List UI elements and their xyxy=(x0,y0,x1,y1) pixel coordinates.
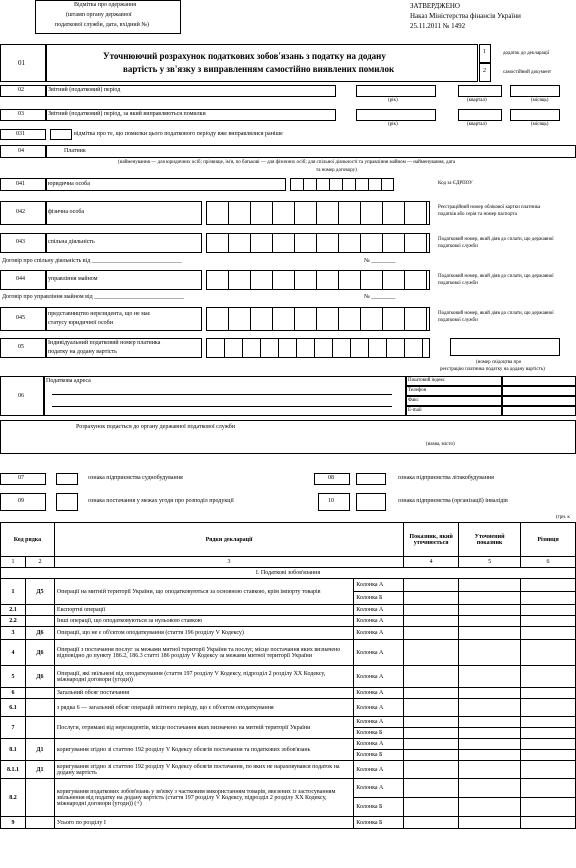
header-code: 01 xyxy=(18,59,25,67)
row-code: 5 xyxy=(1,666,26,688)
row-02-code: 02 xyxy=(18,87,24,93)
row-text: Експортні операції xyxy=(54,605,353,616)
row-07-label: ознака підприємства суднобудування xyxy=(88,475,183,481)
table-row xyxy=(1,579,576,592)
row-03-quarter-field[interactable] xyxy=(458,109,502,121)
row-sub-code: Д1 xyxy=(25,761,54,779)
value-corrected[interactable] xyxy=(459,739,521,750)
row-041-note: Код за ЄДРПОУ xyxy=(438,181,473,186)
row-code: 1 xyxy=(1,579,26,605)
row-03-month-caption: (місяць) xyxy=(531,122,549,127)
fax-label: Факс xyxy=(408,398,419,403)
row-code: 8.1 xyxy=(1,739,26,761)
section-row xyxy=(1,568,576,579)
row-column-label: Колонка А xyxy=(354,699,404,717)
row-042-code: 042 xyxy=(16,209,25,215)
address-line-1 xyxy=(52,394,392,395)
row-042-note-1: Реєстраційний номер облікової картки платника xyxy=(438,205,541,210)
row-code: 3 xyxy=(1,627,26,640)
value-corrected[interactable] xyxy=(459,605,521,616)
row-05-note-1: (номер свідоцтва про xyxy=(476,360,522,365)
header-corrected-column: Уточнений показник xyxy=(459,523,521,557)
col-number-2: 2 xyxy=(25,557,54,568)
tax-address-field[interactable] xyxy=(44,376,406,416)
row-code: 8.2 xyxy=(1,779,26,817)
value-diff[interactable] xyxy=(521,666,576,688)
col-number-4: 4 xyxy=(404,557,459,568)
row-sub-code xyxy=(25,817,54,829)
table-row xyxy=(1,605,576,616)
row-column-label: Колонка А xyxy=(354,761,404,779)
row-08-code: 08 xyxy=(328,475,334,481)
row-09-label: ознака постачання у межах угоди про розподіл продукції xyxy=(88,498,234,504)
row-031-code: 031 xyxy=(16,131,25,137)
row-04-label: Платник xyxy=(64,148,86,154)
nonresident-cells[interactable] xyxy=(206,307,430,331)
vat-certificate-field[interactable] xyxy=(450,338,560,356)
value-corrected[interactable] xyxy=(459,640,521,666)
approval-date: 25.11.2011 № 1492 xyxy=(410,22,466,30)
header-code-column: Код рядка xyxy=(1,523,55,557)
row-column-label: Колонка Б xyxy=(354,592,404,605)
option-2-label: самостійний документ xyxy=(503,70,552,75)
row-code: 9 xyxy=(1,817,26,829)
tax-authority-note: (назва, місто) xyxy=(426,442,455,447)
tax-authority-label: Розрахунок подається до органу державної податкової служби xyxy=(76,424,236,430)
vat-number-cells[interactable] xyxy=(206,338,430,358)
header-title-line1: Уточнюючий розрахунок податкових зобов'язань з податку на додану xyxy=(103,51,386,61)
row-text: коригування згідно зі статтею 192 розділу V Кодексу обсягів постачання, по яких не нараховувався податок на додану вартість xyxy=(54,761,353,779)
value-diff[interactable] xyxy=(521,798,576,817)
table-body xyxy=(1,579,576,829)
row-text: Операції на митній території України, що оподатковуються за основною ставкою, крім імпорту товарів xyxy=(54,579,353,605)
row-sub-code: Д5 xyxy=(25,579,54,605)
row-02-label: Звітний (податковий) період xyxy=(48,87,121,93)
row-column-label: Колонка Б xyxy=(354,817,404,829)
row-045-note-1: Податковий номер, який діяв до сплати, що державної xyxy=(438,311,554,316)
value-corrected[interactable] xyxy=(459,579,521,592)
row-column-label: Колонка А xyxy=(354,605,404,616)
row-column-label: Колонка А xyxy=(354,627,404,640)
table-row xyxy=(1,817,576,829)
row-text: Послуги, отримані від нерезидентів, місце постачання яких визначено на митній території України xyxy=(54,717,353,739)
row-sub-code: Д6 xyxy=(25,666,54,688)
value-corrected[interactable] xyxy=(459,717,521,728)
address-line-2 xyxy=(52,406,392,407)
row-code: 8.1.1 xyxy=(1,761,26,779)
value-diff[interactable] xyxy=(521,640,576,666)
row-column-label: Колонка Б xyxy=(354,728,404,739)
row-text: Загальний обсяг постачання xyxy=(54,688,353,699)
table-row xyxy=(1,627,576,640)
row-043-note-1: Податковий номер, який діяв до сплати, що державної xyxy=(438,237,554,242)
row-text: з рядка 6 — загальний обсяг операцій звітного періоду, що є об'єктом оподаткування xyxy=(54,699,353,717)
row-045-code: 045 xyxy=(16,315,25,321)
row-044-code: 044 xyxy=(16,276,25,282)
joint-contract-line: Договір про спільну діяльність від ______________________________ xyxy=(2,258,182,264)
row-sub-code xyxy=(25,616,54,627)
row-05-label-2: податку на додану вартість xyxy=(48,349,117,355)
row-08-label: ознака підприємства літакобудування xyxy=(398,475,494,481)
row-04-note-2: та номер договору) xyxy=(316,168,357,173)
row-045-label-1: представництво нерезидента, що не має xyxy=(48,311,151,317)
row-031-label: відмітка про те, що помилки цього податкового періоду вже виправлялися раніше xyxy=(74,131,283,137)
column-numbers-row xyxy=(1,557,576,568)
row-text: Операції, що не є об'єктом оподаткування (стаття 196 розділу V Кодексу) xyxy=(54,627,353,640)
value-diff[interactable] xyxy=(521,616,576,627)
row-sub-code: Д6 xyxy=(25,640,54,666)
col-number-6: 6 xyxy=(521,557,576,568)
row-044-label: управління майном xyxy=(48,276,98,282)
value-shown[interactable] xyxy=(404,592,459,605)
row-03-year-caption: (рік) xyxy=(388,122,398,127)
value-corrected[interactable] xyxy=(459,761,521,779)
row-text: коригування згідно зі статтею 192 розділу V Кодексу обсягів постачання та податкових зобов'язань xyxy=(54,739,353,761)
table-row xyxy=(1,666,576,688)
row-03-quarter-caption: (квартал) xyxy=(467,122,487,127)
col-number-1: 1 xyxy=(1,557,26,568)
row-06-code: 06 xyxy=(18,393,24,399)
row-02-year-field[interactable] xyxy=(356,85,436,97)
row-code: 6.1 xyxy=(1,699,26,717)
header-title-box xyxy=(46,44,478,82)
row-03-year-field[interactable] xyxy=(356,109,436,121)
value-shown[interactable] xyxy=(404,579,459,592)
value-diff[interactable] xyxy=(521,750,576,761)
postal-index-label: Поштовий індекс xyxy=(408,378,445,383)
value-diff[interactable] xyxy=(521,717,576,728)
header-shown-column: Показник, який уточнюється xyxy=(404,523,459,557)
value-diff[interactable] xyxy=(521,761,576,779)
value-shown[interactable] xyxy=(404,699,459,717)
approval-title: ЗАТВЕРДЖЕНО xyxy=(410,2,460,10)
row-044-note-1: Податковий номер, який діяв до сплати, що державної xyxy=(438,274,554,279)
value-diff[interactable] xyxy=(521,605,576,616)
row-045-note-2: податкової служби xyxy=(438,318,478,323)
value-shown[interactable] xyxy=(404,798,459,817)
value-shown[interactable] xyxy=(404,688,459,699)
approval-order: Наказ Міністерства фінансів України xyxy=(410,12,521,20)
row-text: Усього по розділу І xyxy=(54,817,353,829)
row-03-month-field[interactable] xyxy=(510,109,560,121)
row-02-quarter-field[interactable] xyxy=(458,85,502,97)
row-09-code: 09 xyxy=(18,498,24,504)
value-shown[interactable] xyxy=(404,627,459,640)
row-05-code: 05 xyxy=(18,344,24,350)
tax-address-label: Податкова адреса xyxy=(46,378,91,384)
value-shown[interactable] xyxy=(404,817,459,829)
row-text: коригування податкових зобов'язань у зв'язку з частковим використанням товарів, ввезених із застосуванням звільнення від податку на додану вартість (стаття 197 розділу V Кодексу, підрозділ 2 розділу XX Кодексу, міжнародні договори (угоди)) (+) xyxy=(54,779,353,817)
row-02-month-caption: (місяць) xyxy=(531,98,549,103)
section-title: І. Податкові зобов'язання xyxy=(1,568,576,579)
stamp-line-3: податкової служби, дата, вхідний №) xyxy=(55,22,150,28)
col-number-3: 3 xyxy=(54,557,403,568)
row-column-label: Колонка А xyxy=(354,688,404,699)
row-column-label: Колонка А xyxy=(354,579,404,592)
fax-field[interactable] xyxy=(502,396,576,406)
row-041-code: 041 xyxy=(16,181,25,187)
value-diff[interactable] xyxy=(521,699,576,717)
property-management-cells[interactable] xyxy=(206,270,430,290)
phone-field[interactable] xyxy=(502,386,576,396)
value-corrected[interactable] xyxy=(459,592,521,605)
table-row xyxy=(1,779,576,798)
value-corrected[interactable] xyxy=(459,616,521,627)
value-shown[interactable] xyxy=(404,750,459,761)
value-diff[interactable] xyxy=(521,579,576,592)
row-column-label: Колонка А xyxy=(354,666,404,688)
value-shown[interactable] xyxy=(404,640,459,666)
row-code: 2.2 xyxy=(1,616,26,627)
row-05-label-1: Індивідуальний податковий номер платника xyxy=(48,340,161,346)
row-column-label: Колонка А xyxy=(354,616,404,627)
row-text: Операції, які звільнені від оподаткування (стаття 197 розділу V Кодексу, підрозділ 2 розділу XX Кодексу, міжнародні договори (угоди)) xyxy=(54,666,353,688)
table-header-row xyxy=(1,523,576,557)
value-corrected[interactable] xyxy=(459,817,521,829)
value-diff[interactable] xyxy=(521,728,576,739)
value-shown[interactable] xyxy=(404,739,459,750)
postal-index-field[interactable] xyxy=(502,376,576,386)
row-045-label-2: статусу юридичної особи xyxy=(48,320,113,326)
header-title-line2: вартість у зв'язку з виправленням самостійно виявлених помилок xyxy=(123,64,395,74)
row-column-label: Колонка Б xyxy=(354,750,404,761)
stamp-line-2: (штамп органу державної xyxy=(66,12,132,18)
row-07-code: 07 xyxy=(18,475,24,481)
row-03-label: Звітний (податковий) період, за який виправляються помилки xyxy=(48,111,206,117)
value-shown[interactable] xyxy=(404,717,459,728)
value-diff[interactable] xyxy=(521,817,576,829)
value-corrected[interactable] xyxy=(459,728,521,739)
value-corrected[interactable] xyxy=(459,798,521,817)
row-sub-code: Д1 xyxy=(25,739,54,761)
value-corrected[interactable] xyxy=(459,627,521,640)
header-rows-column: Рядки декларації xyxy=(54,523,403,557)
value-corrected[interactable] xyxy=(459,688,521,699)
joint-activity-cells[interactable] xyxy=(206,233,430,253)
row-column-label: Колонка А xyxy=(354,640,404,666)
row-column-label: Колонка А xyxy=(354,717,404,728)
row-sub-code xyxy=(25,688,54,699)
row-043-label: спільна діяльність xyxy=(48,239,95,245)
table-row xyxy=(1,640,576,666)
stamp-line-1: Відмітка про одержання xyxy=(74,2,137,8)
table-units-label: (грн. к xyxy=(556,515,570,520)
value-corrected[interactable] xyxy=(459,699,521,717)
declaration-table xyxy=(0,522,576,829)
col-number-5: 5 xyxy=(459,557,521,568)
row-column-label: Колонка А xyxy=(354,779,404,798)
row-04-note-1: (найменування — для юридичних осіб; прізвище, ім'я, по батькові — для фізичних осіб; для спільної діяльності та управління майном — найменування, дата xyxy=(118,160,456,165)
row-041-label: юридична особа xyxy=(48,181,90,187)
phone-label: Телефон xyxy=(408,388,427,393)
row-code: 7 xyxy=(1,717,26,739)
value-shown[interactable] xyxy=(404,605,459,616)
value-corrected[interactable] xyxy=(459,750,521,761)
row-042-label: фізична особа xyxy=(48,209,85,215)
table-row xyxy=(1,688,576,699)
table-row xyxy=(1,717,576,728)
row-03-code: 03 xyxy=(18,111,24,117)
row-column-label: Колонка Б xyxy=(354,798,404,817)
row-044-note-2: податкової служби xyxy=(438,281,478,286)
taxpayer-number-cells[interactable] xyxy=(206,201,430,225)
value-diff[interactable] xyxy=(521,592,576,605)
management-contract-number: № ________ xyxy=(364,294,396,300)
table-row xyxy=(1,761,576,779)
row-column-label: Колонка А xyxy=(354,739,404,750)
row-10-label: ознака підприємства (організації) інвалідів xyxy=(398,498,508,504)
value-corrected[interactable] xyxy=(459,779,521,798)
option-2-number: 2 xyxy=(483,68,486,74)
row-02-quarter-caption: (квартал) xyxy=(467,98,487,103)
row-sub-code xyxy=(25,717,54,739)
email-label: E-mail xyxy=(408,408,422,413)
table-row xyxy=(1,616,576,627)
row-sub-code xyxy=(25,605,54,616)
value-shown[interactable] xyxy=(404,666,459,688)
value-shown[interactable] xyxy=(404,779,459,798)
row-02-month-field[interactable] xyxy=(510,85,560,97)
value-diff[interactable] xyxy=(521,739,576,750)
row-031-checkbox[interactable] xyxy=(50,129,72,140)
row-sub-code: Д6 xyxy=(25,627,54,640)
option-1-number: 1 xyxy=(483,49,486,55)
row-07-checkbox[interactable] xyxy=(56,473,78,485)
edrpou-cells[interactable] xyxy=(290,178,394,191)
table-row xyxy=(1,699,576,717)
option-1-label: додаток до декларації xyxy=(503,51,550,56)
value-shown[interactable] xyxy=(404,728,459,739)
email-field[interactable] xyxy=(502,406,576,416)
row-043-code: 043 xyxy=(16,239,25,245)
row-10-code-box xyxy=(318,493,350,511)
row-08-checkbox[interactable] xyxy=(356,473,386,485)
value-shown[interactable] xyxy=(404,761,459,779)
row-sub-code xyxy=(25,699,54,717)
row-02-year-caption: (рік) xyxy=(388,98,398,103)
row-code: 6 xyxy=(1,688,26,699)
joint-contract-number: № ________ xyxy=(364,258,396,264)
row-code: 2.1 xyxy=(1,605,26,616)
row-text: Операції з постачання послуг за межами митної території України та послуг, місце постачання яких визначено відповідно до пункту 186.2, 186.3 статті 186 розділу V Кодексу за межами митної території України xyxy=(54,640,353,666)
payer-name-field[interactable] xyxy=(46,145,576,158)
management-contract-line: Договір про управління майном від ______________________________ xyxy=(2,294,185,300)
row-04-code: 04 xyxy=(18,148,24,154)
row-09-checkbox[interactable] xyxy=(56,493,78,511)
value-diff[interactable] xyxy=(521,779,576,798)
value-shown[interactable] xyxy=(404,616,459,627)
value-diff[interactable] xyxy=(521,627,576,640)
row-10-checkbox[interactable] xyxy=(356,493,386,511)
row-text: Інші операції, що оподатковуються за нульовою ставкою xyxy=(54,616,353,627)
fax-label-box xyxy=(406,396,502,406)
table-row xyxy=(1,739,576,750)
row-043-note-2: податкової служби xyxy=(438,244,478,249)
row-sub-code xyxy=(25,779,54,817)
header-diff-column: Різниця xyxy=(521,523,576,557)
row-042-note-2: податків або серія та номер паспорта xyxy=(438,212,517,217)
value-diff[interactable] xyxy=(521,688,576,699)
row-code: 4 xyxy=(1,640,26,666)
row-05-note-2: реєстрацію платника податку на додану вартість) xyxy=(440,367,545,372)
value-corrected[interactable] xyxy=(459,666,521,688)
row-10-code: 10 xyxy=(328,498,334,504)
